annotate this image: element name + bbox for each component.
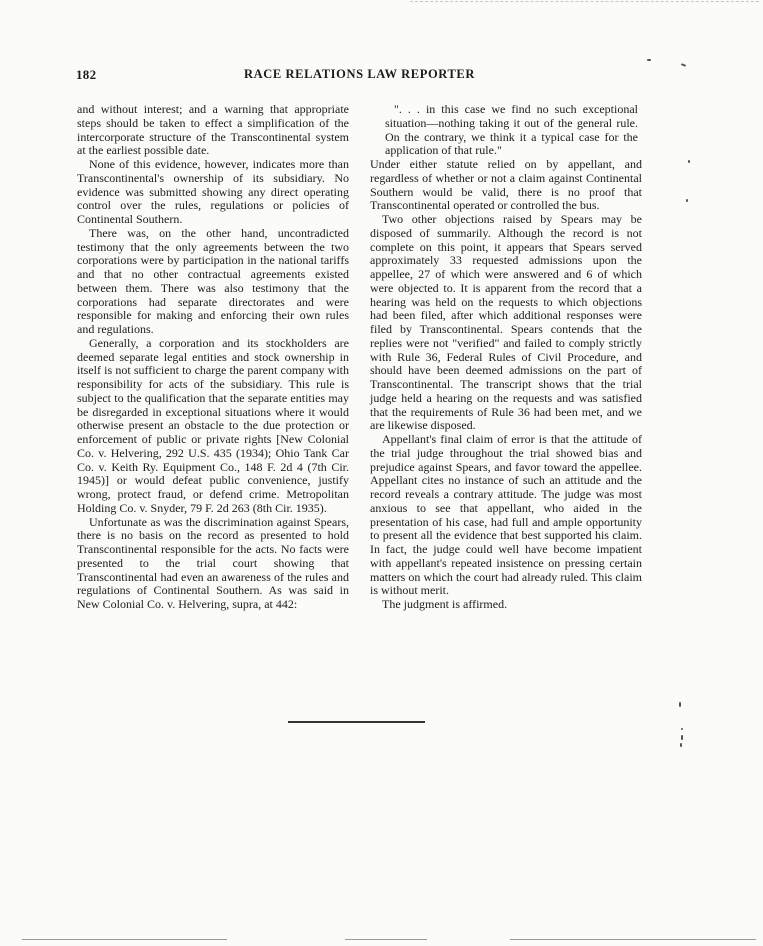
scan-speck (680, 743, 682, 747)
paragraph: None of this evidence, however, indicates more than Transcontinental's ownership of its subsidiary. No evidence was submitted showing any direct operating control over the rules, regulations or policies of Continental Southern. (77, 157, 349, 226)
scan-speck (688, 160, 690, 163)
scan-speck (647, 59, 651, 61)
paragraph: There was, on the other hand, uncontradicted testimony that the only agreements between the two corporations were by participation in the national tariffs and that no other contractual agreements existed between them. There was also testimony that the corporations had separate directorates and were responsible for making and enforcing their own rules and regulations. (77, 225, 349, 336)
scan-speck (686, 199, 688, 202)
end-rule (288, 721, 425, 723)
paragraph: and without interest; and a warning that appropriate steps should be taken to effect a simplification of the intercorporate structure of the Transcontinental system at the earliest possible date. (77, 102, 349, 158)
scan-bottom-edge (510, 939, 756, 940)
page-number: 182 (76, 67, 97, 82)
block-quote: ". . . in this case we find no such exceptional situation—nothing taking it out of the general rule. On the contrary, we think it a typical case for the application of that rule." (385, 102, 638, 158)
scan-speck (681, 735, 683, 740)
paragraph: Appellant's final claim of error is that the attitude of the trial judge throughout the trial showed bias and prejudice against Spears, and favor toward the appellee. Appellant cites no instance of such an attitude and the record reveals a contrary attitude. The judge was most anxious to see that appellant, who aided in the presentation of his case, had full and ample opportunity to present all the evidence that best supported his claim. In fact, the judge could well have become impatient with appellant's repeated insistence on pressing certain matters on which the court had already ruled. This claim is without merit. (370, 432, 642, 598)
paragraph: Unfortunate as was the discrimination against Spears, there is no basis on the record as presented to hold Transcontinental responsible for the acts. No facts were presented to the trial court showing that Transcontinental had even an awareness of the rules and regulations of Continental Southern. As was said in New Colonial Co. v. Helvering, supra, at 442: (77, 514, 349, 611)
left-column (77, 103, 349, 612)
scan-bottom-edge (22, 939, 227, 940)
paragraph: The judgment is affirmed. (382, 597, 508, 611)
paragraph: Under either statute relied on by appellant, and regardless of whether or not a claim against Continental Southern would be valid, there is no proof that Transcontinental operated or controlled the bus. (370, 157, 642, 213)
scan-top-edge (410, 1, 759, 2)
scan-speck (681, 63, 686, 67)
scan-bottom-edge (345, 939, 427, 940)
right-column (370, 103, 642, 612)
scan-speck (681, 728, 683, 730)
paragraph: Two other objections raised by Spears may be disposed of summarily. Although the record is not complete on this point, it appears that Spears served approximately 33 requested admissions upon the appellee, 27 of which were answered and 6 of which were objected to. It is apparent from the record that a hearing was held on the requests to which objections had been filed, after which additional responses were filed by Transcontinental. Spears contends that the replies were not "verified" and failed to comply strictly with Rule 36, Federal Rules of Civil Procedure, and should have been deemed admissions on the part of Transcontinental. The transcript shows that the trial judge held a hearing on the requests and was satisfied that the requirements of Rule 36 had been met, and we are likewise disposed. (370, 212, 642, 433)
paragraph: Generally, a corporation and its stockholders are deemed separate legal entities and stock ownership in itself is not sufficient to charge the parent company with responsibility for acts of the subsidiary. This rule is subject to the qualification that the separate entities may be disregarded in exceptional situations where it would otherwise present an obstacle to the due protection or enforcement of public or private rights [New Colonial Co. v. Helvering, 292 U.S. 435 (1934); Ohio Tank Car Co. v. Keith Ry. Equipment Co., 148 F. 2d 4 (7th Cir. 1945)] or would defeat public convenience, justify wrong, protect fraud, or defend crime. Metropolitan Holding Co. v. Snyder, 79 F. 2d 263 (8th Cir. 1935). (77, 335, 349, 515)
scan-speck (679, 702, 681, 707)
running-title: RACE RELATIONS LAW REPORTER (244, 67, 475, 81)
